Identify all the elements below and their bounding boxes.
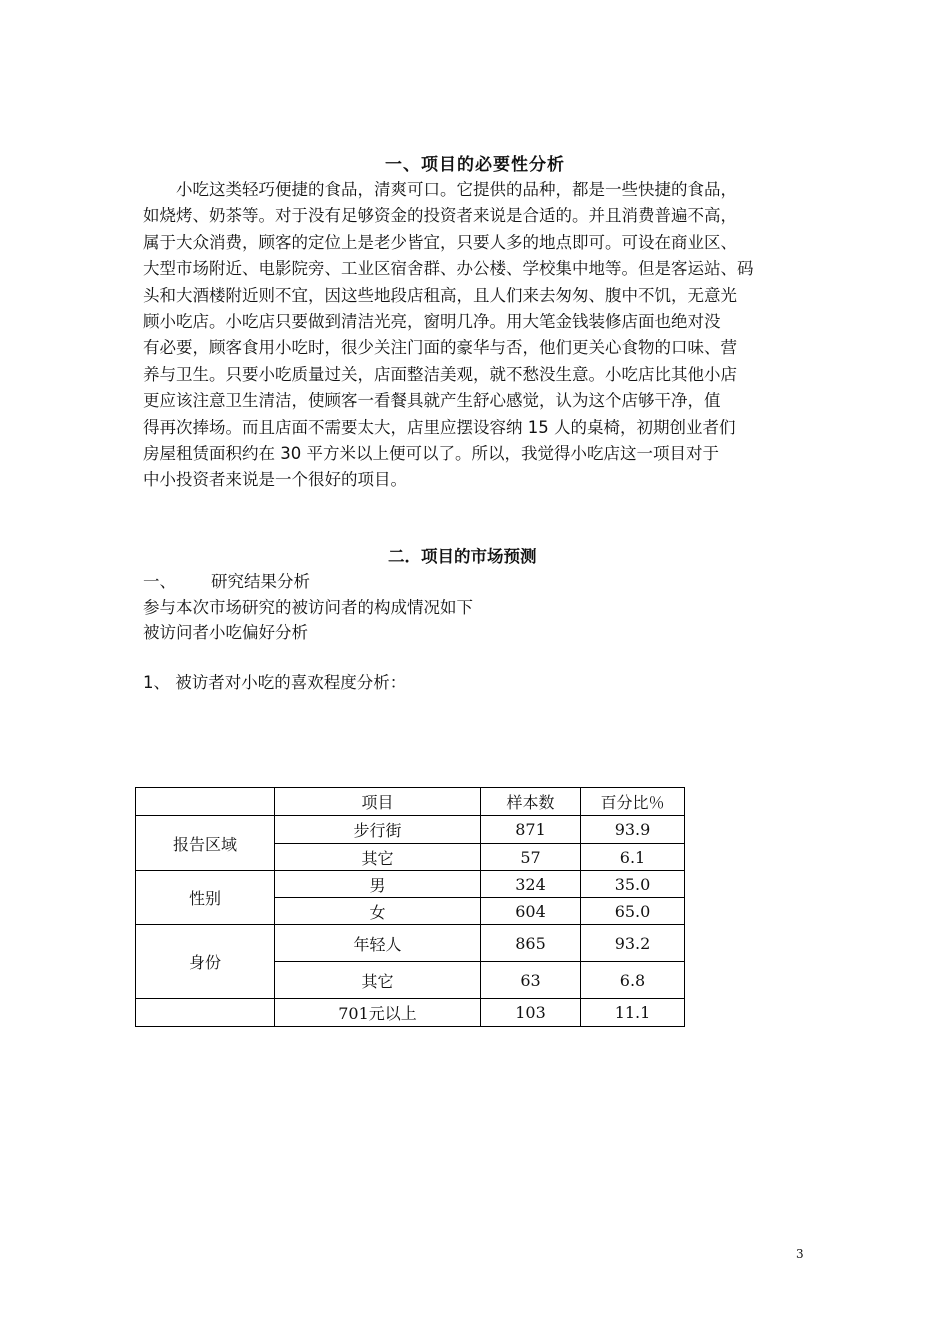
- paragraph-line: 顾小吃店。小吃店只要做到清洁光亮，窗明几净。用大笔金钱装修店面也绝对没: [143, 312, 721, 332]
- subheading: [143, 568, 310, 592]
- table-cell: 6.1: [581, 844, 685, 871]
- table-cell: 865: [481, 925, 581, 962]
- table-cell: 男: [275, 871, 481, 898]
- section1-title: 一、项目的必要性分析: [385, 155, 565, 175]
- group-label: 身份: [136, 925, 275, 999]
- table-cell: 35.0: [581, 871, 685, 898]
- section2-title: 二．项目的市场预测: [388, 547, 537, 566]
- table-cell: 年轻人: [275, 925, 481, 962]
- table-cell: 93.9: [581, 816, 685, 844]
- table-cell: 其它: [275, 962, 481, 999]
- paragraph-line: 大型市场附近、电影院旁、工业区宿舍群、办公楼、学校集中地等。但是客运站、码: [143, 259, 754, 279]
- table-cell: 步行街: [275, 816, 481, 844]
- table-cell: 871: [481, 816, 581, 844]
- table-row: [136, 925, 685, 962]
- survey-table-frame: [134, 786, 686, 1023]
- group-label: 报告区域: [136, 816, 275, 871]
- table-cell: 103: [481, 999, 581, 1027]
- page-number: 3: [796, 1247, 804, 1261]
- table-cell: 6.8: [581, 962, 685, 999]
- table-cell: 65.0: [581, 898, 685, 925]
- survey-table: [135, 787, 685, 1027]
- table-cell: 604: [481, 898, 581, 925]
- paragraph-line: 属于大众消费，顾客的定位上是老少皆宜，只要人多的地点即可。可设在商业区、: [143, 232, 737, 252]
- table-cell: 女: [275, 898, 481, 925]
- subheading-text: 研究结果分析: [211, 572, 310, 591]
- subheading-number: 一、: [143, 572, 176, 591]
- table-header-row: [136, 788, 685, 816]
- table-cell: 93.2: [581, 925, 685, 962]
- section1-paragraph: [143, 177, 807, 494]
- table-cell: 324: [481, 871, 581, 898]
- table-cell: 11.1: [581, 999, 685, 1027]
- paragraph-line: 房屋租赁面积约在 30 平方米以上便可以了。所以，我觉得小吃店这一项目对于: [143, 444, 719, 464]
- paragraph-line: 养与卫生。只要小吃质量过关，店面整洁美观，就不愁没生意。小吃店比其他小店: [143, 364, 737, 384]
- paragraph-line: 中小投资者来说是一个很好的项目。: [143, 470, 407, 490]
- item-1-heading: 1、 被访者对小吃的喜欢程度分析：: [143, 673, 407, 692]
- paragraph-line: 有必要，顾客食用小吃时，很少关注门面的豪华与否，他们更关心食物的口味、营: [143, 338, 737, 358]
- table-cell: 63: [481, 962, 581, 999]
- table-header-cell: 百分比％: [581, 788, 685, 816]
- group-label: 性别: [136, 871, 275, 925]
- paragraph-line: 头和大酒楼附近则不宜，因这些地段店租高，且人们来去匆匆、腹中不饥，无意光: [143, 285, 737, 305]
- composition-line: 参与本次市场研究的被访问者的构成情况如下: [143, 598, 473, 617]
- paragraph-line: 如烧烤、奶茶等。对于没有足够资金的投资者来说是合适的。并且消费普遍不高，: [143, 206, 737, 226]
- table-cell: 57: [481, 844, 581, 871]
- table-cell: 701元以上: [275, 999, 481, 1027]
- table-row-cut: [136, 999, 685, 1027]
- table-header-cell: 项目: [275, 788, 481, 816]
- paragraph-line: 得再次捧场。而且店面不需要太大，店里应摆设容纳 15 人的桌椅，初期创业者们: [143, 417, 736, 437]
- paragraph-line: 小吃这类轻巧便捷的食品，清爽可口。它提供的品种，都是一些快捷的食品，: [176, 180, 737, 199]
- table-cell: [136, 999, 275, 1027]
- preference-line: 被访问者小吃偏好分析: [143, 623, 308, 642]
- paragraph-line: 更应该注意卫生清洁，使顾客一看餐具就产生舒心感觉，认为这个店够干净，值: [143, 391, 721, 411]
- table-cell: 其它: [275, 844, 481, 871]
- table-row: [136, 871, 685, 898]
- table-header-cell: 样本数: [481, 788, 581, 816]
- table-header-cell: [136, 788, 275, 816]
- table-row: [136, 816, 685, 844]
